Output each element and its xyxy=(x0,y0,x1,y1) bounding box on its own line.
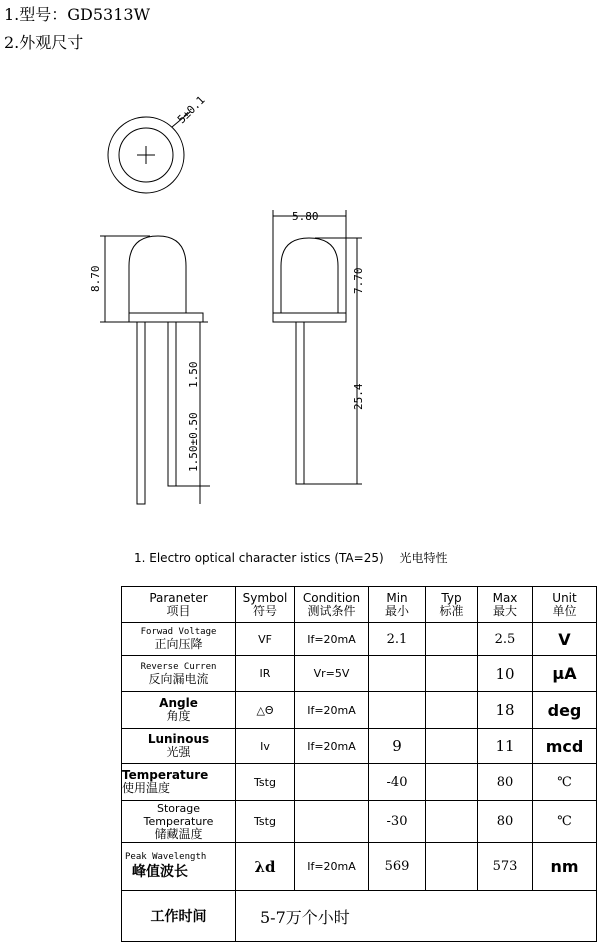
side-height-label: 7.70 xyxy=(352,267,365,294)
model-line: 1.型号：GD5313W xyxy=(4,5,151,24)
header-cell: Symbol 符号 xyxy=(236,587,295,623)
lead-length-label: 25.4 xyxy=(352,383,365,410)
front-lead-right xyxy=(168,322,176,486)
front-height-label: 8.70 xyxy=(89,265,102,292)
header-cell: Max 最大 xyxy=(478,587,533,623)
front-dome xyxy=(129,236,186,313)
table-row: Forwad Voltage 正向压降 VF If=20mA 2.1 2.5 V xyxy=(122,623,597,656)
front-lead-left xyxy=(137,322,145,504)
section-title: 1. Electro optical character istics (TA=25) 光电特性 xyxy=(134,551,448,565)
header-cell: Min 最小 xyxy=(369,587,426,623)
table-row: Storage Temperature 储藏温度 Tstg -30 80 ℃ xyxy=(122,801,597,843)
side-lead xyxy=(296,322,304,484)
spec-table xyxy=(121,586,597,942)
work-time-value: 5-7万个小时 xyxy=(236,891,597,942)
dims-line: 2.外观尺寸 xyxy=(4,33,84,52)
side-width-label: 5.80 xyxy=(292,210,319,223)
front-flange xyxy=(129,313,203,322)
lead-gap-label: 1.50 xyxy=(187,361,200,388)
table-row: Luninous 光强 Iv If=20mA 9 11 mcd xyxy=(122,729,597,764)
header-cell: Paraneter 项目 xyxy=(122,587,236,623)
side-dome xyxy=(281,238,338,313)
header-cell: Condition 测试条件 xyxy=(295,587,369,623)
table-row: Peak Wavelength 峰值波长 λd If=20mA 569 573 nm xyxy=(122,843,597,891)
table-footer-row xyxy=(122,891,597,942)
work-time-label: 工作时间 xyxy=(122,891,236,942)
lead-spacing-label: 1.50±0.50 xyxy=(187,412,200,472)
table-row: Reverse Curren 反向漏电流 IR Vr=5V 10 μA xyxy=(122,656,597,692)
table-row: Angle 角度 △Θ If=20mA 18 deg xyxy=(122,692,597,729)
table-header-row xyxy=(122,587,597,623)
header-cell: Typ 标准 xyxy=(426,587,478,623)
header-cell: Unit 单位 xyxy=(533,587,597,623)
side-flange xyxy=(273,313,346,322)
top-view-dim-label: 5±0.1 xyxy=(174,93,208,127)
table-row: Temperature 使用温度 Tstg -40 80 ℃ xyxy=(122,764,597,801)
